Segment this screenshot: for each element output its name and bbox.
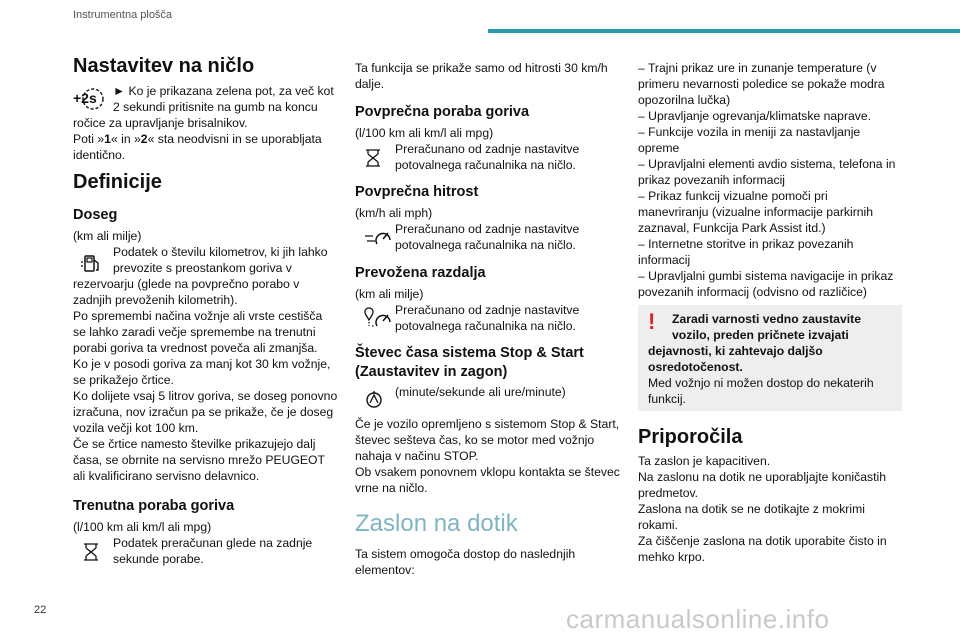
- intro-line: Ta funkcija se prikaže samo od hitrosti 30 km/h: [355, 61, 608, 75]
- header-title: Instrumentna plošča: [73, 9, 173, 21]
- list-line: – Upravljalni elementi avdio sistema, telefona in: [638, 157, 896, 171]
- list-line: informacij: [638, 253, 691, 267]
- list-line: zaznaval, Funkcija Park Assist itd.): [638, 221, 826, 235]
- page-number: 22: [34, 604, 47, 616]
- range-text-line: izračuna, nov izračun pa se prikaže, če je doseg: [73, 405, 334, 419]
- range-heading: Doseg: [73, 207, 118, 223]
- consumption-gauge-icon: [81, 541, 113, 565]
- reset-line-1: ► Ko je prikazana zelena pot, za več kot: [113, 84, 334, 98]
- list-line: manevriranju (vizualne informacije parkirnih: [638, 205, 874, 219]
- warning-bold-line: Zaradi varnosti vedno zaustavite: [672, 312, 861, 326]
- stop-start-heading: (Zaustavitev in zagon): [355, 364, 508, 380]
- speedometer-icon: [363, 226, 395, 250]
- recommendation-line: Zaslona na dotik se ne dotikajte z mokrimi: [638, 502, 865, 516]
- range-text-line: prevozite s preostankom goriva v: [113, 261, 292, 275]
- stop-start-line: nahaja v načinu STOP.: [355, 449, 479, 463]
- distance-heading: Prevožena razdalja: [355, 265, 486, 281]
- stop-start-heading: Števec časa sistema Stop & Start: [355, 345, 584, 361]
- list-line: povezanih informacij (odvisno od različice): [638, 285, 867, 299]
- header-accent-bar: [488, 29, 960, 33]
- warning-exclamation-icon: !: [648, 309, 656, 334]
- list-line: – Trajni prikaz ure in zunanje temperature (v: [638, 61, 877, 75]
- range-text-line: Ko je v posodi goriva za manj kot 30 km vožnje,: [73, 357, 331, 371]
- distance-line: potovalnega računalnika na ničlo.: [395, 319, 576, 333]
- touch-screen-line: Ta sistem omogoča dostop do naslednjih: [355, 547, 576, 561]
- range-text-line: se lahko zaradi večje spremembe na trenutni: [73, 325, 316, 339]
- current-consumption-heading: Trenutna poraba goriva: [73, 498, 235, 514]
- recommendation-line: Ta zaslon je kapacitiven.: [638, 454, 771, 468]
- list-line: – Funkcije vozila in meniji za nastavljanje: [638, 125, 861, 139]
- range-text-line: Ko dolijete vsaj 5 litrov goriva, se doseg ponovno: [73, 389, 338, 403]
- average-consumption-line: Preračunano od zadnje nastavitve: [395, 142, 580, 156]
- stop-start-line: Če je vozilo opremljeno s sistemom Stop & Start,: [355, 417, 620, 431]
- average-speed-unit: (km/h ali mph): [355, 206, 433, 220]
- range-text-line: Če se črtice namesto številke prikazujejo dalj: [73, 437, 316, 451]
- recommendation-line: Za čiščenje zaslona na dotik uporabite čisto in: [638, 534, 887, 548]
- intro-line: dalje.: [355, 77, 385, 91]
- warning-bold-line: osredotočenost.: [648, 360, 743, 374]
- recommendation-line: mehko krpo.: [638, 550, 706, 564]
- list-line: – Upravljalni gumbi sistema navigacije in prikaz: [638, 269, 894, 283]
- stop-start-icon: [365, 390, 397, 414]
- list-line: prikaz povezanih informacij: [638, 173, 785, 187]
- reset-line-5: identično.: [73, 148, 126, 162]
- range-unit: (km ali milje): [73, 229, 142, 243]
- average-speed-line: Preračunano od zadnje nastavitve: [395, 222, 580, 236]
- recommendation-line: rokami.: [638, 518, 678, 532]
- current-consumption-line: Podatek preračunan glede na zadnje: [113, 536, 313, 550]
- reset-line-3: ročice za upravljanje brisalnikov.: [73, 116, 248, 130]
- fuel-pump-icon: [79, 252, 111, 276]
- reset-line-4: Poti »1« in »2« sta neodvisni in se uporabljata: [73, 132, 322, 146]
- current-consumption-unit: (l/100 km ali km/l ali mpg): [73, 520, 212, 534]
- stop-start-line: Ob vsakem ponovnem vklopu kontakta se števec: [355, 465, 620, 479]
- warning-bold-line: dejavnosti, ki zahtevajo daljšo: [648, 344, 823, 358]
- range-text-line: časa, se obrnite na servisno mrežo PEUGEOT: [73, 453, 325, 467]
- distance-unit: (km ali milje): [355, 287, 424, 301]
- range-text-line: Po spremembi načina vožnje ali vrste cestišča: [73, 309, 323, 323]
- touch-screen-line: elementov:: [355, 563, 415, 577]
- average-speed-heading: Povprečna hitrost: [355, 184, 479, 200]
- warning-line: funkcij.: [648, 392, 686, 406]
- touch-screen-heading: Zaslon na dotik: [355, 510, 518, 537]
- list-line: opozorilna lučka): [638, 93, 731, 107]
- stop-start-line: števec sešteva čas, ko se motor med vožnjo: [355, 433, 595, 447]
- stop-start-line: vrne na ničlo.: [355, 481, 428, 495]
- reset-heading: Nastavitev na ničlo: [73, 55, 255, 77]
- range-text-line: zadnjih prevoženih kilometrih).: [73, 293, 238, 307]
- warning-bold-line: vozilo, preden pričnete izvajati: [672, 328, 849, 342]
- distance-pin-icon: [363, 306, 395, 330]
- recommendations-heading: Priporočila: [638, 426, 743, 448]
- list-line: – Upravljanje ogrevanja/klimatske naprave.: [638, 109, 872, 123]
- range-text-line: se prikažejo črtice.: [73, 373, 174, 387]
- stop-start-unit: (minute/sekunde ali ure/minute): [395, 385, 566, 399]
- list-line: primeru nevarnosti poledice se pokaže modra: [638, 77, 885, 91]
- range-text-line: porabi goriva ta vrednost poveča ali zmanjša.: [73, 341, 318, 355]
- list-line: opreme: [638, 141, 680, 155]
- reset-2s-icon: +2s: [73, 88, 107, 110]
- consumption-gauge-icon: [363, 147, 395, 171]
- current-consumption-line: sekunde porabe.: [113, 552, 204, 566]
- list-line: – Prikaz funkcij vizualne pomoči pri: [638, 189, 828, 203]
- reset-line-2: 2 sekundi pritisnite na gumb na koncu: [113, 100, 318, 114]
- watermark: carmanualsonline.info: [566, 604, 830, 634]
- distance-line: Preračunano od zadnje nastavitve: [395, 303, 580, 317]
- range-text-line: ali kvalificirano servisno delavnico.: [73, 469, 260, 483]
- warning-line: Med vožnjo ni možen dostop do nekaterih: [648, 376, 874, 390]
- definitions-heading: Definicije: [73, 171, 162, 193]
- average-consumption-unit: (l/100 km ali km/l ali mpg): [355, 126, 494, 140]
- range-text-line: vozila večji kot 100 km.: [73, 421, 199, 435]
- average-consumption-heading: Povprečna poraba goriva: [355, 104, 530, 120]
- range-text-line: rezervoarju (glede na povprečno porabo v: [73, 277, 300, 291]
- list-line: – Internetne storitve in prikaz povezanih: [638, 237, 854, 251]
- average-speed-line: potovalnega računalnika na ničlo.: [395, 238, 576, 252]
- recommendation-line: Na zaslonu na dotik ne uporabljajte koničastih: [638, 470, 886, 484]
- recommendation-line: predmetov.: [638, 486, 699, 500]
- average-consumption-line: potovalnega računalnika na ničlo.: [395, 158, 576, 172]
- range-text-line: Podatek o številu kilometrov, ki jih lahko: [113, 245, 328, 259]
- safety-warning-box: [638, 305, 902, 411]
